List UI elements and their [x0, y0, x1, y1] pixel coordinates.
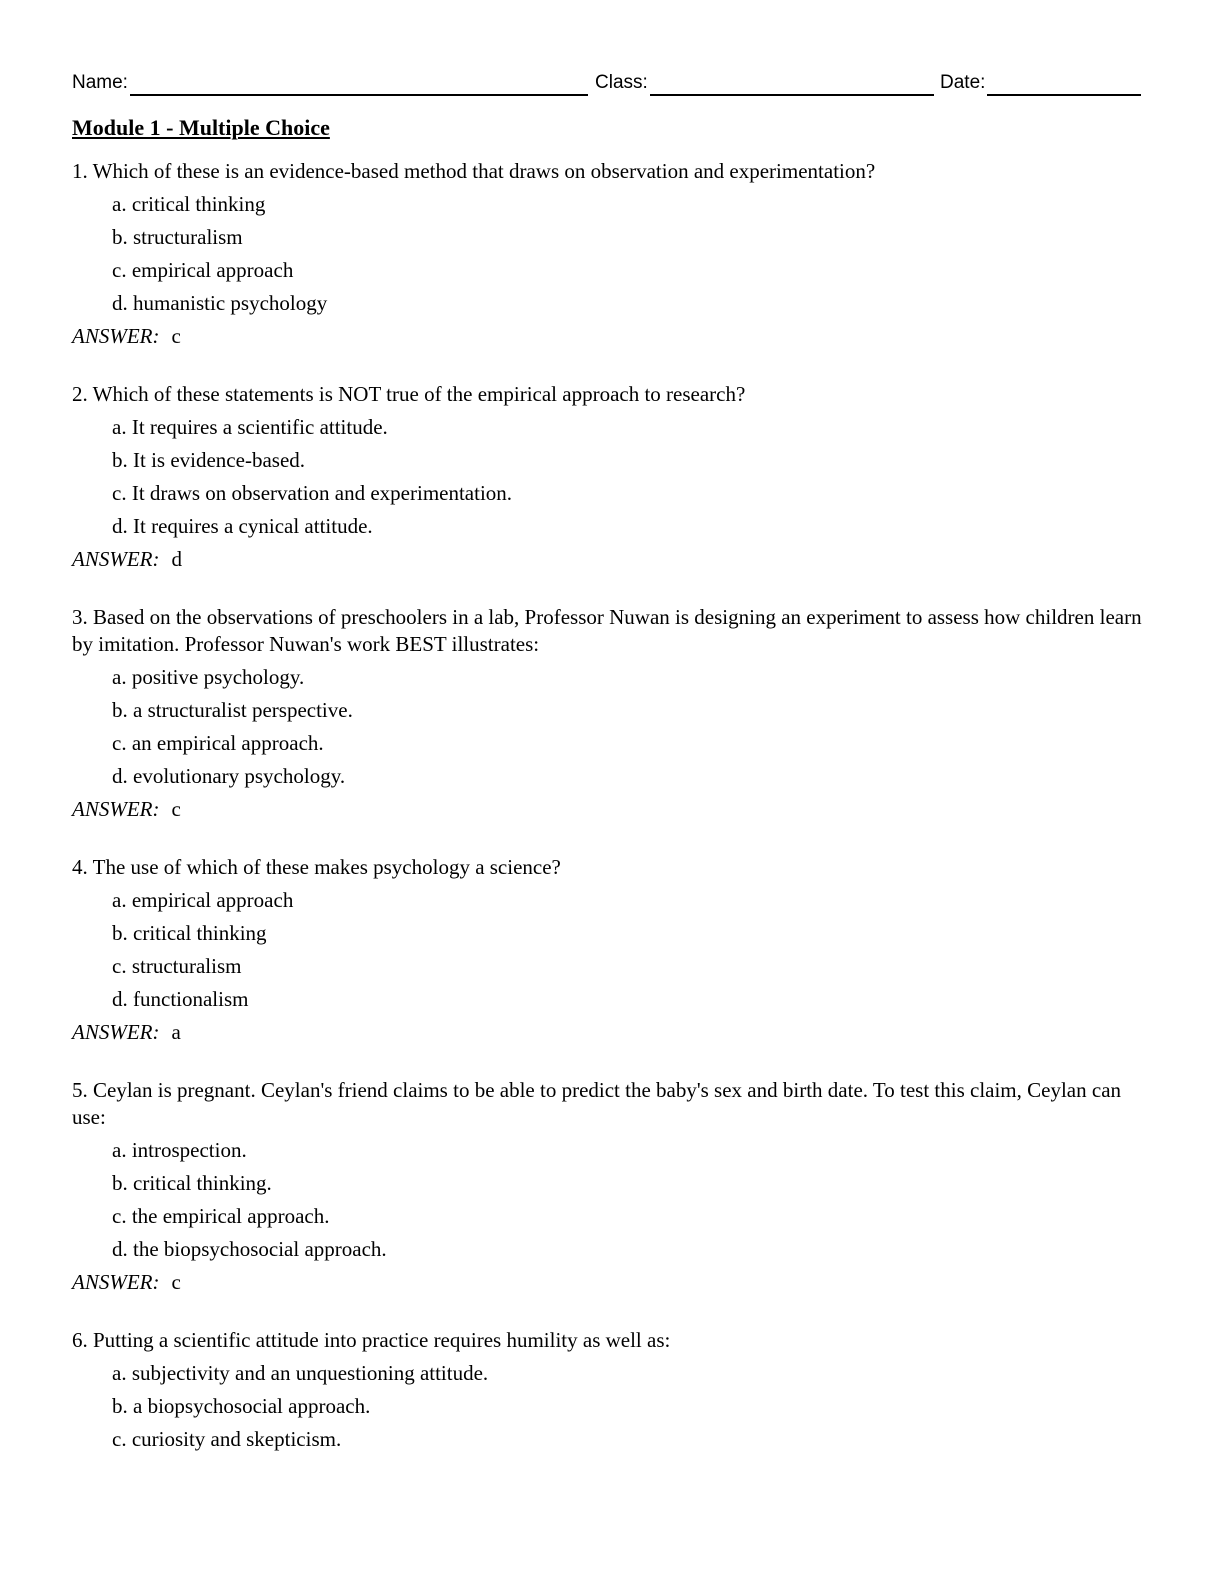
answer-label: ANSWER:: [72, 1020, 160, 1044]
date-blank-line[interactable]: [987, 72, 1141, 96]
answer-label: ANSWER:: [72, 547, 160, 571]
question-2: [72, 381, 1152, 576]
answer-label: ANSWER:: [72, 797, 160, 821]
question-6: [72, 1327, 1152, 1456]
option-a: a. critical thinking: [112, 192, 266, 216]
option-d: d. It requires a cynical attitude.: [112, 514, 373, 538]
answer-line: [72, 1016, 1152, 1049]
option-a: a. empirical approach: [112, 888, 294, 912]
option-b: b. It is evidence-based.: [112, 448, 306, 472]
module-title: Module 1 - Multiple Choice: [72, 115, 330, 140]
answer-value: a: [171, 1020, 181, 1044]
question-1: [72, 158, 1152, 353]
question-stem: 5. Ceylan is pregnant. Ceylan's friend claims to be able to predict the baby's sex and birth date. To test this claim, Ceylan can use:: [72, 1078, 1122, 1129]
name-label: Name:: [72, 72, 128, 93]
option-c: c. curiosity and skepticism.: [112, 1427, 342, 1451]
option-a: a. introspection.: [112, 1138, 247, 1162]
option-d: d. evolutionary psychology.: [112, 764, 346, 788]
class-label: Class:: [595, 72, 648, 93]
question-stem: 1. Which of these is an evidence-based method that draws on observation and experimentation?: [72, 159, 876, 183]
option-b: b. critical thinking.: [112, 1171, 272, 1195]
question-stem: 3. Based on the observations of preschoolers in a lab, Professor Nuwan is designing an experiment to assess how children learn by imitation. Professor Nuwan's work BEST illustrates:: [72, 605, 1142, 656]
question-stem: 4. The use of which of these makes psychology a science?: [72, 855, 561, 879]
option-d: d. the biopsychosocial approach.: [112, 1237, 387, 1261]
option-b: b. a biopsychosocial approach.: [112, 1394, 371, 1418]
option-d: d. humanistic psychology: [112, 291, 328, 315]
question-stem: 2. Which of these statements is NOT true of the empirical approach to research?: [72, 382, 746, 406]
option-b: b. a structuralist perspective.: [112, 698, 353, 722]
option-c: c. structuralism: [112, 954, 242, 978]
question-stem: 6. Putting a scientific attitude into practice requires humility as well as:: [72, 1328, 671, 1352]
question-5: [72, 1077, 1152, 1299]
answer-value: c: [171, 797, 181, 821]
answer-value: c: [171, 324, 181, 348]
option-c: c. the empirical approach.: [112, 1204, 330, 1228]
answer-line: [72, 1266, 1152, 1299]
answer-line: [72, 793, 1152, 826]
option-b: b. structuralism: [112, 225, 243, 249]
option-d: d. functionalism: [112, 987, 249, 1011]
answer-label: ANSWER:: [72, 324, 160, 348]
answer-value: c: [171, 1270, 181, 1294]
date-label: Date:: [940, 72, 986, 93]
quiz-content: [72, 113, 1152, 1484]
header-fields: [72, 70, 1144, 98]
option-c: c. It draws on observation and experimentation.: [112, 481, 513, 505]
option-b: b. critical thinking: [112, 921, 267, 945]
name-field: [72, 70, 588, 96]
answer-label: ANSWER:: [72, 1270, 160, 1294]
name-blank-line[interactable]: [130, 72, 588, 96]
answer-line: [72, 543, 1152, 576]
question-4: [72, 854, 1152, 1049]
class-blank-line[interactable]: [650, 72, 934, 96]
date-field: [940, 70, 1141, 96]
option-c: c. empirical approach: [112, 258, 294, 282]
class-field: [595, 70, 934, 96]
option-c: c. an empirical approach.: [112, 731, 324, 755]
answer-value: d: [171, 547, 182, 571]
question-3: [72, 604, 1152, 826]
option-a: a. positive psychology.: [112, 665, 305, 689]
option-a: a. It requires a scientific attitude.: [112, 415, 388, 439]
answer-line: [72, 320, 1152, 353]
option-a: a. subjectivity and an unquestioning attitude.: [112, 1361, 489, 1385]
